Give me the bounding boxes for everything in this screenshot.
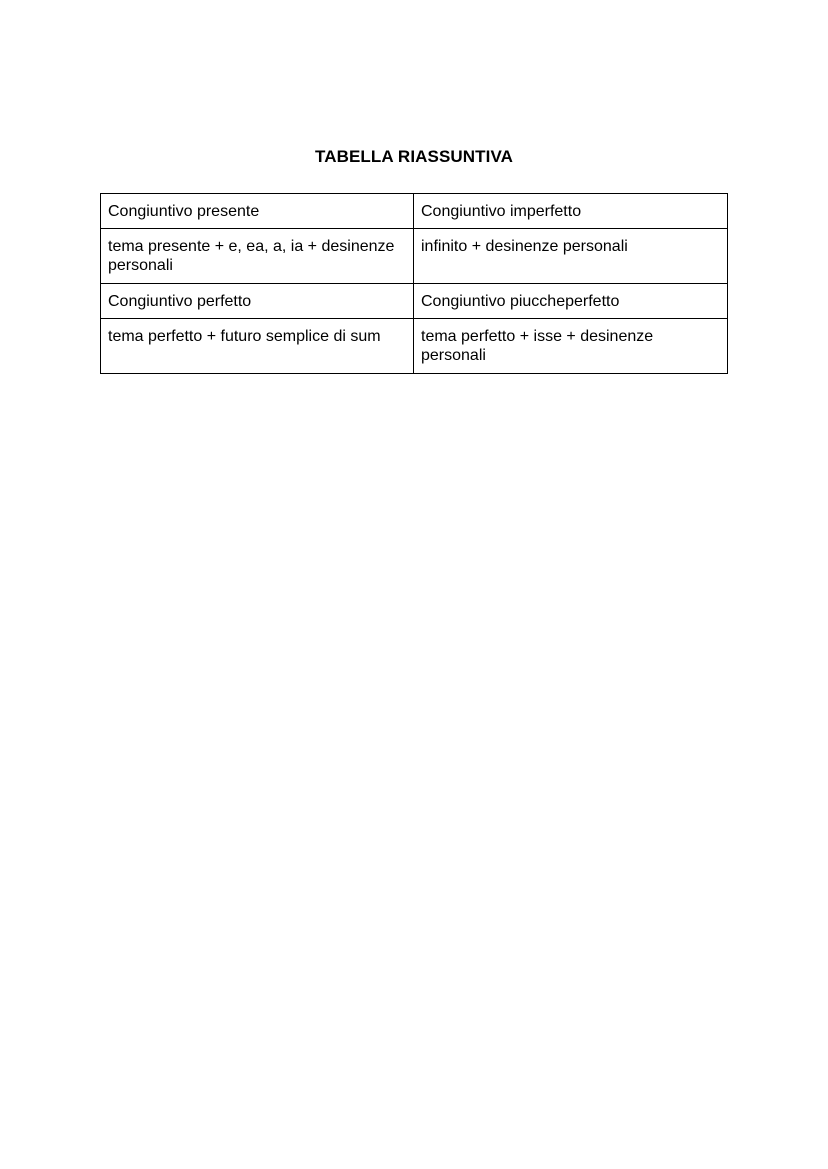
table-cell: tema perfetto + isse + desinenze personali bbox=[414, 319, 728, 374]
table-cell: Congiuntivo perfetto bbox=[101, 284, 414, 319]
summary-table bbox=[100, 193, 728, 374]
table-cell: Congiuntivo piuccheperfetto bbox=[414, 284, 728, 319]
table-cell: Congiuntivo imperfetto bbox=[414, 194, 728, 229]
table-cell: infinito + desinenze personali bbox=[414, 229, 728, 284]
table-row bbox=[101, 284, 728, 319]
table-cell: tema perfetto + futuro semplice di sum bbox=[101, 319, 414, 374]
table-cell: Congiuntivo presente bbox=[101, 194, 414, 229]
table-cell: tema presente + e, ea, a, ia + desinenze personali bbox=[101, 229, 414, 284]
table-row bbox=[101, 229, 728, 284]
table-row bbox=[101, 319, 728, 374]
document-title: TABELLA RIASSUNTIVA bbox=[314, 147, 514, 166]
table-row bbox=[101, 194, 728, 229]
